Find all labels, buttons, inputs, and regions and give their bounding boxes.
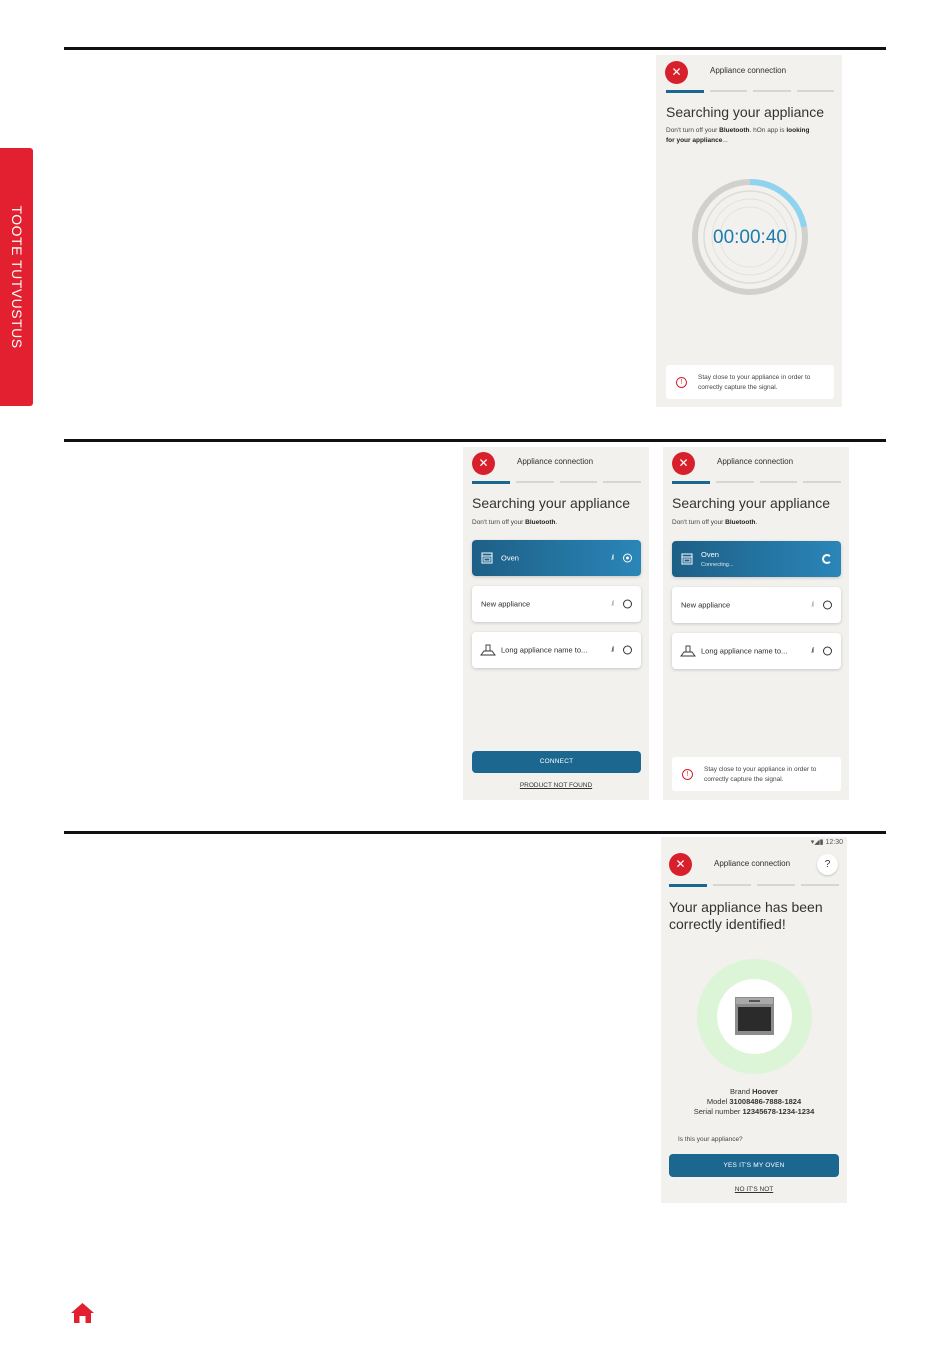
appliance-option-new[interactable]: [472, 586, 641, 622]
progress-step: [716, 481, 754, 483]
tip-text: [698, 373, 810, 393]
header-title: Appliance connection: [714, 859, 791, 868]
subtitle-text: Don't turn off your: [672, 519, 726, 526]
section-divider: [64, 439, 886, 442]
radio-unselected[interactable]: [823, 601, 832, 610]
appliance-label: New appliance: [681, 600, 731, 610]
product-not-found-link[interactable]: PRODUCT NOT FOUND: [519, 782, 593, 789]
screen-searching-timer: [656, 55, 842, 407]
section-divider: [64, 47, 886, 50]
tip-line: correctly capture the signal.: [704, 776, 784, 783]
progress-step: [669, 884, 707, 887]
search-subtitle: [672, 518, 757, 528]
signal-tip: [666, 365, 834, 399]
oven-icon: [481, 552, 493, 564]
wifi-icon: ▾: [810, 839, 815, 846]
signal-icon: .ıl: [810, 601, 813, 609]
appliance-label: Oven: [701, 550, 719, 559]
subtitle-looking: looking: [786, 127, 810, 134]
radio-unselected[interactable]: [623, 600, 632, 609]
progress-step: [603, 481, 641, 483]
signal-icon: .ıl: [610, 600, 613, 608]
model-label: Model: [706, 1097, 730, 1106]
close-button[interactable]: ✕: [669, 853, 692, 876]
cell-signal-icon: ◢: [814, 839, 820, 846]
subtitle-text: Don't turn off your: [472, 519, 526, 526]
status-bar: [811, 838, 843, 846]
progress-step: [801, 884, 839, 886]
brand-label: Brand: [730, 1087, 753, 1096]
screen-connecting: [663, 447, 849, 800]
alert-icon: !: [682, 769, 693, 780]
signal-tip: [672, 757, 841, 791]
question-icon: ?: [824, 859, 831, 870]
hood-icon: [680, 645, 696, 657]
section-divider: [64, 831, 886, 834]
section-side-tab: [0, 148, 33, 406]
subtitle-text: . hOn app is: [749, 127, 787, 134]
progress-step: [472, 481, 510, 484]
header-title: Appliance connection: [710, 66, 787, 75]
hood-icon: [480, 644, 496, 656]
tip-text: [704, 765, 816, 785]
step-progress: [666, 90, 834, 93]
close-button[interactable]: ✕: [665, 61, 688, 84]
confirm-question: Is this your appliance?: [678, 1136, 743, 1143]
serial-label: Serial number: [693, 1107, 743, 1116]
search-subtitle: [666, 126, 836, 146]
side-tab-label: TOOTE TUTVUSTUS: [8, 205, 25, 349]
progress-step: [710, 90, 748, 92]
close-button[interactable]: ✕: [672, 452, 695, 475]
help-button[interactable]: [817, 854, 838, 875]
screen-identified: [661, 837, 847, 1203]
signal-icon: .ıl: [610, 646, 613, 654]
subtitle-bluetooth: Bluetooth: [725, 519, 756, 526]
search-subtitle: Don't turn off your Bluetooth.: [472, 519, 558, 526]
loading-spinner-icon: [822, 554, 832, 564]
serial-value: 12345678-1234-1234: [742, 1107, 815, 1116]
appliance-label: Long appliance name to...: [701, 646, 788, 656]
close-button[interactable]: ✕: [472, 452, 495, 475]
header-title: Appliance connection: [717, 457, 794, 466]
subtitle-bluetooth: Bluetooth: [525, 519, 556, 526]
progress-step: [753, 90, 791, 92]
status-time: 12:30: [825, 839, 843, 846]
radio-unselected[interactable]: [623, 646, 632, 655]
progress-step: [760, 481, 798, 483]
radio-unselected[interactable]: [823, 647, 832, 656]
progress-step: [713, 884, 751, 886]
step-progress: [672, 481, 841, 484]
connecting-status: Connecting...: [701, 562, 734, 568]
title-line: correctly identified!: [669, 916, 786, 932]
appliance-option-new[interactable]: [672, 587, 841, 623]
tip-line: Stay close to your appliance in order to: [698, 374, 811, 381]
page-title: Searching your appliance: [472, 495, 630, 511]
step-progress: [669, 884, 839, 887]
connect-button[interactable]: CONNECT: [472, 751, 641, 773]
home-icon[interactable]: [70, 1302, 95, 1324]
title-line: Your appliance has been: [669, 899, 823, 915]
page-title: Searching your appliance: [672, 495, 830, 511]
progress-step: [672, 481, 710, 484]
subtitle-text: .: [755, 519, 758, 526]
progress-step: [516, 481, 554, 483]
tip-line: Stay close to your appliance in order to: [704, 766, 817, 773]
header-title: Appliance connection: [517, 457, 594, 466]
subtitle-ellipsis: ...: [722, 137, 728, 144]
subtitle-text: Don't turn off your: [666, 127, 720, 134]
model-value: 31008486-7888-1824: [729, 1097, 802, 1106]
progress-step: [666, 90, 704, 93]
oven-icon: [681, 553, 693, 565]
signal-icon: .ıl: [610, 554, 613, 562]
confirm-yes-button[interactable]: YES IT'S MY OVEN: [669, 1154, 839, 1177]
appliance-label: Oven: [501, 553, 519, 563]
radio-selected[interactable]: [623, 554, 632, 563]
battery-icon: ▮: [819, 839, 824, 846]
appliance-option-oven[interactable]: [672, 541, 841, 577]
appliance-label: New appliance: [481, 599, 531, 609]
brand-value: Hoover: [752, 1087, 778, 1096]
timer-value: 00:00:40: [713, 227, 787, 248]
screen-appliance-list: [463, 447, 649, 800]
appliance-option-long[interactable]: [472, 632, 641, 668]
progress-step: [803, 481, 841, 483]
confirm-no-link[interactable]: NO IT'S NOT: [734, 1186, 774, 1193]
page-title: [669, 899, 823, 933]
step-progress: [472, 481, 641, 484]
oven-image: [735, 997, 774, 1035]
progress-step: [797, 90, 835, 92]
subtitle-for-appliance: for your appliance: [666, 137, 723, 144]
appliance-details: [661, 1087, 847, 1117]
subtitle-bluetooth: Bluetooth: [719, 127, 750, 134]
appliance-option-oven[interactable]: [472, 540, 641, 576]
appliance-option-long[interactable]: [672, 633, 841, 669]
progress-step: [757, 884, 795, 886]
signal-icon: .ıl: [810, 647, 813, 655]
progress-step: [560, 481, 598, 483]
tip-line: correctly capture the signal.: [698, 384, 778, 391]
alert-icon: !: [676, 377, 687, 388]
appliance-label: Long appliance name to...: [501, 645, 588, 655]
page-title: Searching your appliance: [666, 104, 824, 120]
